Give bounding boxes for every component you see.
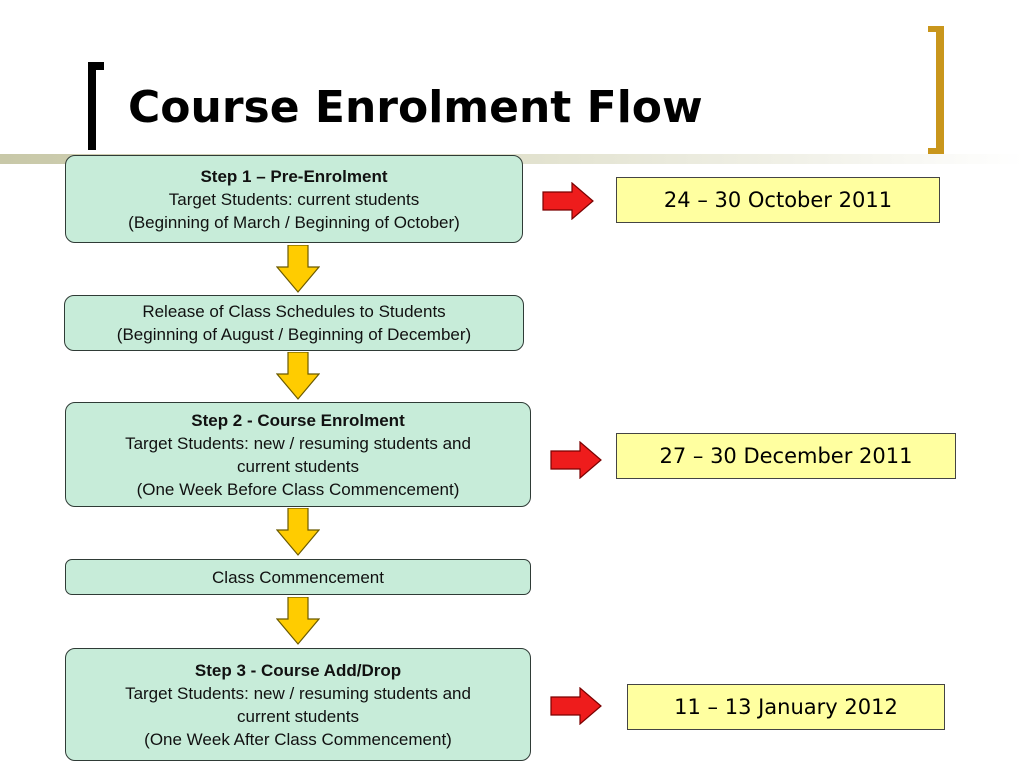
step1-date-box — [616, 177, 940, 223]
step3-period: (One Week After Class Commencement) — [144, 729, 452, 749]
right-arrow-icon — [550, 687, 602, 725]
title-bracket-right — [928, 26, 944, 154]
down-arrow-icon — [276, 597, 320, 645]
commencement-label: Class Commencement — [212, 567, 384, 587]
step2-heading: Step 2 - Course Enrolment — [191, 410, 405, 430]
step1-date: 24 – 30 October 2011 — [663, 188, 893, 212]
step3-target-students-cont: current students — [237, 706, 359, 726]
down-arrow-icon — [276, 508, 320, 556]
right-arrow-icon — [542, 182, 594, 220]
step2-target-students: Target Students: new / resuming students and — [125, 433, 471, 453]
down-arrow-icon — [276, 352, 320, 400]
step1-pre-enrolment-box — [65, 155, 523, 243]
step1-heading: Step 1 – Pre-Enrolment — [200, 166, 388, 186]
release-title: Release of Class Schedules to Students — [142, 302, 446, 321]
step2-date: 27 – 30 December 2011 — [659, 444, 913, 468]
release-period: (Beginning of August / Beginning of December) — [116, 325, 472, 344]
step3-target-students: Target Students: new / resuming students and — [125, 683, 471, 703]
step3-course-add-drop-box — [65, 648, 531, 761]
class-commencement-box — [65, 559, 531, 595]
step2-period: (One Week Before Class Commencement) — [136, 479, 460, 499]
step3-heading: Step 3 - Course Add/Drop — [194, 660, 402, 680]
step2-course-enrolment-box — [65, 402, 531, 507]
down-arrow-icon — [276, 245, 320, 293]
release-schedules-box — [64, 295, 524, 351]
slide-title: Course Enrolment Flow — [128, 82, 703, 133]
right-arrow-icon — [550, 441, 602, 479]
title-bracket-left — [88, 62, 104, 150]
step1-period: (Beginning of March / Beginning of October) — [128, 212, 460, 232]
step2-target-students-cont: current students — [237, 456, 359, 476]
step3-date-box — [627, 684, 945, 730]
step2-date-box — [616, 433, 956, 479]
step3-date: 11 – 13 January 2012 — [674, 695, 898, 719]
step1-target-students: Target Students: current students — [168, 189, 420, 209]
